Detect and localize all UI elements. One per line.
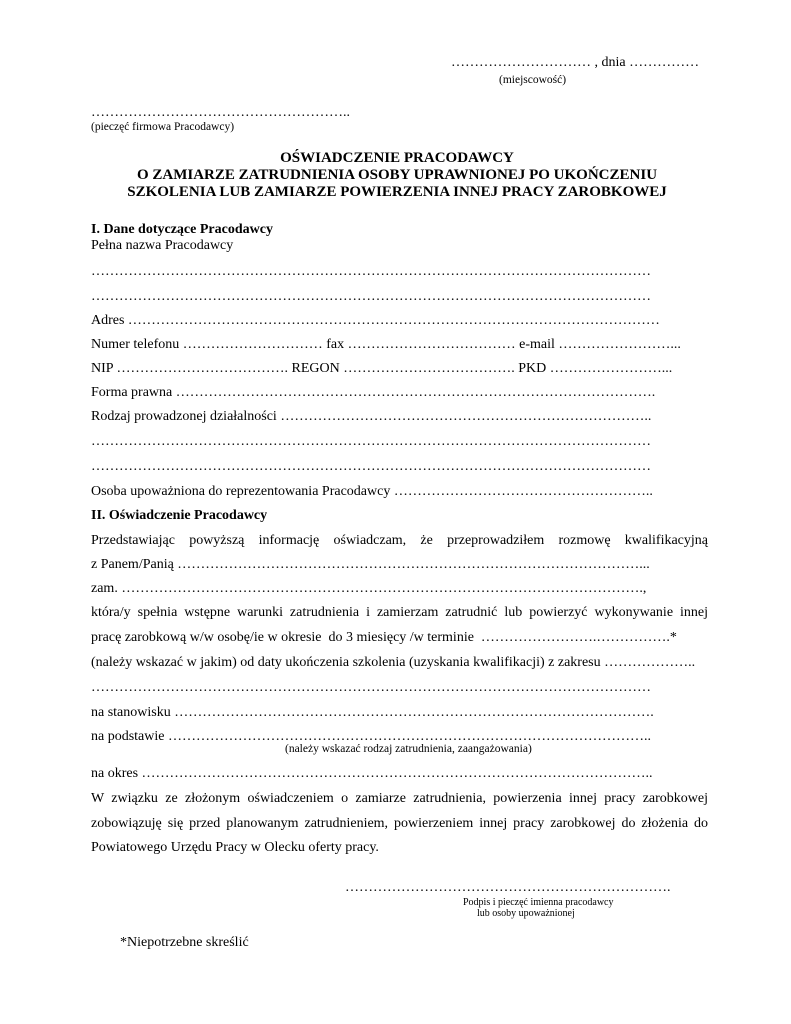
conditions-line: która/y spełnia wstępne warunki zatrudnienia i zamierzam zatrudnić lub powierzyć wykonywanie innej [91,605,708,620]
signature-caption2: lub osoby upoważnionej [477,908,575,919]
period-field: na okres ……………………………………………………………………………………………….. [91,766,653,781]
closing-line1: W związku ze złożonym oświadczeniem o zamiarze zatrudnienia, powierzenia innej pracy zarobkowej [91,791,708,806]
signature-caption1: Podpis i pieczęć imienna pracodawcy [463,897,614,908]
person-field: z Panem/Panią ………………………………………………………………………………………... [91,557,650,572]
document-title-line1: OŚWIADCZENIE PRACODAWCY [280,150,514,166]
activity-line3: ………………………………………………………………………………………………………… [91,459,651,474]
employment-basis-field: na podstawie ………………………………………………………………………………………….. [91,729,651,744]
nip-regon-pkd-field: NIP ………………………………. REGON ………………………………. PKD ……………………... [91,361,673,376]
place-date-line: ………………………… , dnia …………… [451,55,700,70]
statement-line1: Przedstawiając powyższą informację oświadczam, że przeprowadziłem rozmowę kwalifikacyjną [91,533,708,548]
document-title-line2: O ZAMIARZE ZATRUDNIENIA OSOBY UPRAWNIONEJ PO UKOŃCZENIU [136,167,658,183]
qualification-scope-field: (należy wskazać w jakim) od daty ukończenia szkolenia (uzyskania kwalifikacji) z zakresu ……………….. [91,655,696,670]
company-stamp-line: ……………………………………………….. [91,105,350,120]
legal-form-field: Forma prawna …………………………………………………………………………………………. [91,385,656,400]
full-name-line1: ………………………………………………………………………………………………………… [91,264,651,279]
place-caption: (miejscowość) [499,74,567,86]
qualification-scope-line2: ………………………………………………………………………………………………………… [91,680,651,695]
document-title-line3: SZKOLENIA LUB ZAMIARZE POWIERZENIA INNEJ PRACY ZAROBKOWEJ [127,184,667,200]
section1-heading: I. Dane dotyczące Pracodawcy [91,222,273,237]
closing-line3: Powiatowego Urzędu Pracy w Olecku oferty pracy. [91,840,379,855]
residence-field: zam. …………………………………………………………………………………………………., [91,581,647,596]
position-field: na stanowisku …………………………………………………………………………………………. [91,705,654,720]
full-name-line2: ………………………………………………………………………………………………………… [91,289,651,304]
footnote: *Niepotrzebne skreślić [120,935,249,950]
work-deadline-field: pracę zarobkową w/w osobę/ie w okresie do 3 miesięcy /w terminie …………………….…………….* [91,630,677,645]
full-name-label: Pełna nazwa Pracodawcy [91,238,234,253]
address-field: Adres …………………………………………………………………………………………………… [91,313,660,328]
company-stamp-caption: (pieczęć firmowa Pracodawcy) [91,121,235,133]
activity-field: Rodzaj prowadzonej działalności …………………………………………………………………….. [91,409,652,424]
section2-heading: II. Oświadczenie Pracodawcy [91,508,268,523]
representative-field: Osoba upoważniona do reprezentowania Pracodawcy ……………………………………………….. [91,484,653,499]
signature-line: ……………………………………………………………. [345,880,671,895]
closing-line2: zobowiązuję się przed planowanym zatrudnieniem, powierzeniem innej pracy zarobkowej do złożenia do [91,816,708,831]
employment-basis-caption: (należy wskazać rodzaj zatrudnienia, zaangażowania) [285,743,532,755]
activity-line2: ………………………………………………………………………………………………………… [91,434,651,449]
phone-fax-email-field: Numer telefonu ………………………… fax ……………………………… e-mail ……………………... [91,337,681,352]
